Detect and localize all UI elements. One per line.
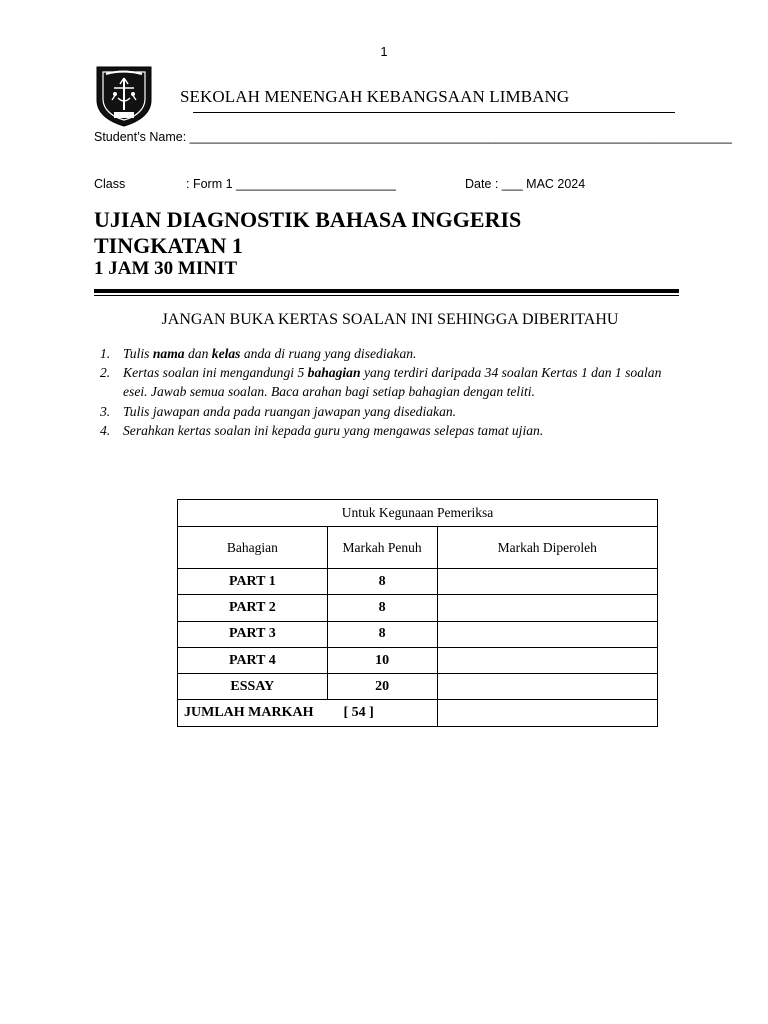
table-row <box>178 647 658 673</box>
title-divider-thin <box>94 295 679 296</box>
total-cell <box>178 700 438 727</box>
student-name-field: Student’s Name: ______________________________________________________________________________ <box>94 130 732 144</box>
instructions-list <box>97 344 662 440</box>
header-markah-diperoleh: Markah Diperoleh <box>437 527 658 569</box>
full-mark-cell: 10 <box>327 647 437 673</box>
full-mark-cell: 8 <box>327 569 437 595</box>
table-row <box>178 674 658 700</box>
part-cell: PART 3 <box>178 621 328 647</box>
class-field: : Form 1 _______________________ <box>186 177 396 191</box>
examiner-marks-table <box>177 499 658 727</box>
instruction-item: 3. Tulis jawapan anda pada ruangan jawapan yang disediakan. <box>100 403 457 419</box>
header-markah-penuh: Markah Penuh <box>327 527 437 569</box>
full-mark-cell: 20 <box>327 674 437 700</box>
class-label: Class <box>94 177 126 191</box>
full-mark-cell: 8 <box>327 621 437 647</box>
instruction-item: 4. Serahkan kertas soalan ini kepada guru yang mengawas selepas tamat ujian. <box>100 422 544 438</box>
exam-form-level: TINGKATAN 1 <box>94 233 243 258</box>
exam-duration: 1 JAM 30 MINIT <box>94 258 238 279</box>
full-mark-cell: 8 <box>327 595 437 621</box>
warning-notice: JANGAN BUKA KERTAS SOALAN INI SEHINGGA DIBERITAHU <box>161 311 619 328</box>
instruction-item: 1. Tulis nama dan kelas anda di ruang yang disediakan. <box>100 346 417 361</box>
part-cell: PART 1 <box>178 569 328 595</box>
instruction-item: 2. Kertas soalan ini mengandungi 5 bahagian yang terdiri daripada 34 soalan Kertas 1 dan 1 soalan esei. Jawab semua soalan. Baca arahan bagi setiap bahagian dengan teliti. <box>100 365 662 400</box>
title-divider-thick <box>94 289 679 293</box>
part-cell: PART 4 <box>178 647 328 673</box>
obtained-mark-cell <box>437 595 658 621</box>
table-caption: Untuk Kegunaan Pemeriksa <box>178 500 658 527</box>
exam-title: UJIAN DIAGNOSTIK BAHASA INGGERIS <box>94 207 522 232</box>
date-field: Date : ___ MAC 2024 <box>465 177 586 191</box>
total-value: [ 54 ] <box>343 705 374 721</box>
part-cell: PART 2 <box>178 595 328 621</box>
part-cell: ESSAY <box>178 674 328 700</box>
school-name: SEKOLAH MENENGAH KEBANGSAAN LIMBANG <box>180 87 570 106</box>
obtained-mark-cell <box>437 621 658 647</box>
page-number: 1 <box>380 44 388 59</box>
table-row <box>178 621 658 647</box>
total-obtained-cell <box>437 700 658 727</box>
table-row <box>178 595 658 621</box>
total-row <box>178 700 658 727</box>
school-name-underline <box>193 112 675 113</box>
table-row <box>178 569 658 595</box>
obtained-mark-cell <box>437 647 658 673</box>
obtained-mark-cell <box>437 674 658 700</box>
obtained-mark-cell <box>437 569 658 595</box>
school-crest-logo <box>94 64 154 128</box>
total-label: JUMLAH MARKAH <box>184 705 314 721</box>
header-bahagian: Bahagian <box>178 527 328 569</box>
